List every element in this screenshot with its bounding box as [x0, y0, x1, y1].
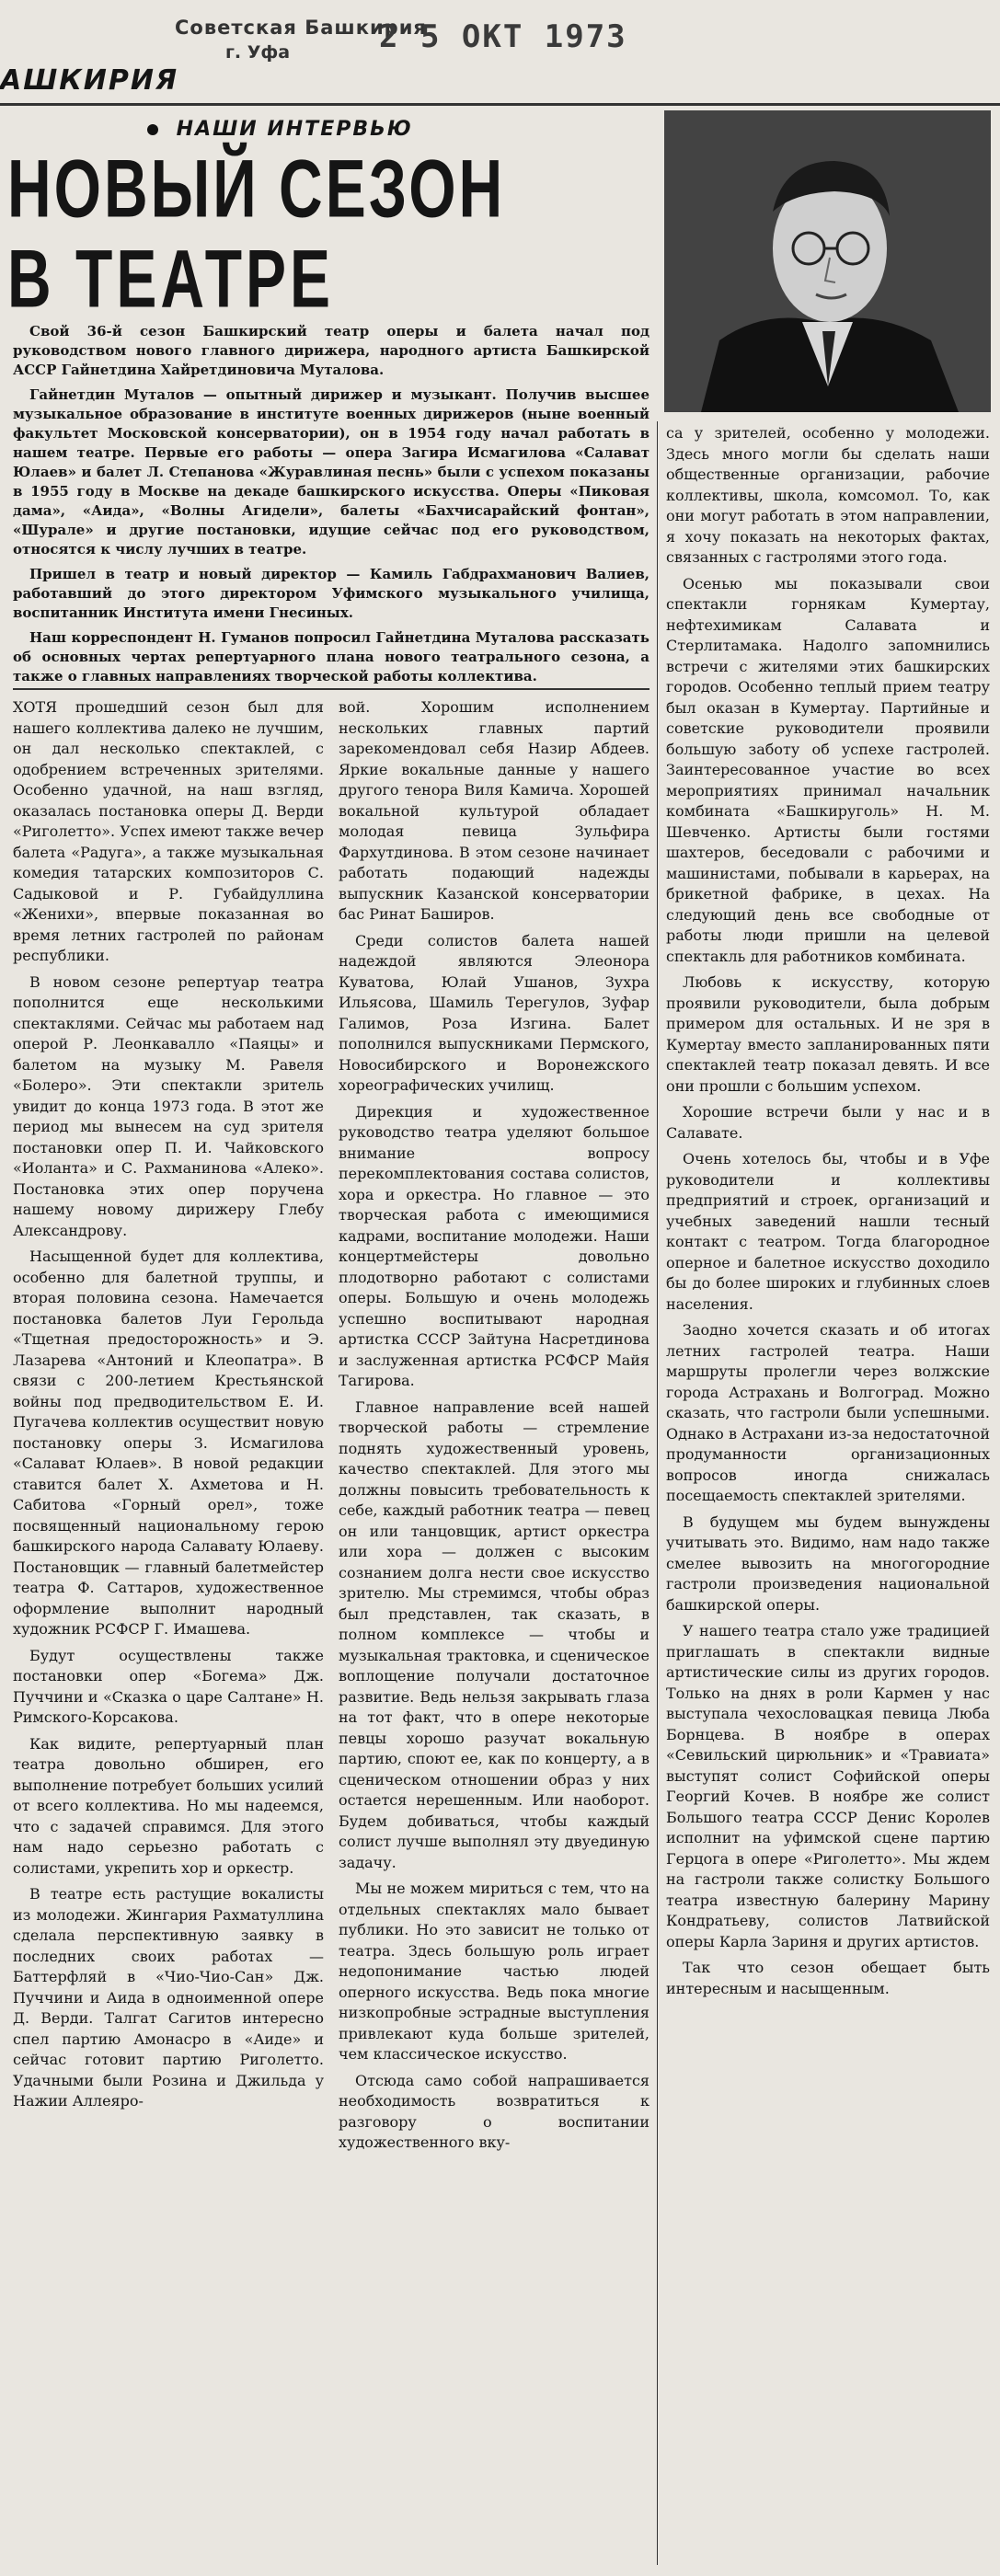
lead-rule: [13, 688, 649, 690]
article-paragraph: Так что сезон обещает быть интересным и насыщенным.: [666, 1959, 990, 1997]
article-paragraph: Осенью мы показывали свои спектакли горнякам Кумертау, нефтехимикам Салавата и Стерлитамака. Надолго запомнились встречи с жителями этих башкирских городов. Особенно теплый прием театру был оказан в Кумертау. Партийные и советские руководители проявили большую заботу об успехе гастролей. Заинтересованное участие во всех мероприятиях принимал начальник комбината «Башкируголь» Н. М. Шевченко. Артисты были гостями шахтеров, беседовали с рабочими и машинистами, побывали в карьерах, на брикетной фабрике, в цехах. На следующий день все свободные от работы люди пришли на целевой спектакль для работников комбината.: [666, 574, 990, 965]
headline-line1: НОВЫЙ СЕЗОН: [7, 142, 506, 235]
date-stamp: 2 5 ОКТ 1973: [379, 18, 627, 55]
article-paragraph: Отсюда само собой напрашивается необходимость возвратиться к разговору о воспитании художественного вку-: [339, 2071, 649, 2151]
article-paragraph: Мы не можем мириться с тем, что на отдельных спектаклях мало бывает публики. Но это зависит не только от театра. Здесь большую роль играет недопонимание частью людей оперного искусства. Ведь пока многие низкопробные эстрадные выступления привлекают куда больше зрителей, чем классическое искусство.: [339, 1880, 649, 2063]
source-stamp: Советская Башкирия: [175, 17, 427, 39]
article-paragraph: са у зрителей, особенно у молодежи. Здесь много могли бы сделать наши общественные организации, рабочие коллективы, школа, комсомол. То, как они могут работать в этом направлении, я хочу показать на некоторых фактах, связанных с гастролями этого года.: [666, 424, 990, 566]
bullet-icon: [147, 124, 158, 135]
article-paragraph: вой. Хорошим исполнением нескольких главных партий зарекомендовал себя Назир Абдеев. Яркие вокальные данные у нашего другого тенора Виля Камича. Хорошей вокальной культурой обладает молодая певица Зульфира Фархутдинова. В этом сезоне начинает работать подающий надежды выпускник Казанской консерватории бас Ринат Баширов.: [339, 698, 649, 923]
article-column-1: [13, 697, 324, 2570]
lead-paragraph: Гайнетдин Муталов — опытный дирижер и музыкант. Получив высшее музыкальное образование в институте военных дирижеров (ныне военный факультет Московской консерватории), он в 1954 году начал работать в нашем театре. Первые его работы — опера Загира Исмагилова «Салават Юлаев» и балет Л. Степанова «Журавлиная песнь» были с успехом показаны в 1955 году в Москве на декаде башкирского искусства. Оперы «Пиковая дама», «Аида», «Волны Агидели», балеты «Бахчисарайский фонтан», «Шурале» и другие постановки, идущие сейчас под его руководством, относятся к числу лучших в театре.: [13, 386, 649, 558]
portrait-drawing: [664, 110, 991, 412]
article-paragraph: Как видите, репертуарный план театра довольно обширен, его выполнение потребует больших усилий от всего коллектива. Но мы надеемся, что с задачей справимся. Для этого нам надо серьезно работать с солистами, укрепить хор и оркестр.: [13, 1734, 324, 1877]
article-paragraph: Заодно хочется сказать и об итогах летних гастролей театра. Наши маршруты пролегли через волжские города Астрахань и Волгоград. Можно сказать, что гастроли были успешными. Однако в Астрахани из-за недостаточной продуманности организационных вопросов иногда снижалась посещаемость спектаклей зрителями.: [666, 1321, 990, 1504]
lead-paragraph: Пришел в театр и новый директор — Камиль Габдрахманович Валиев, работавший до этого директором Уфимского музыкального училища, воспитанник Института имени Гнесиных.: [13, 566, 649, 621]
article-paragraph: У нашего театра стало уже традицией приглашать в спектакли видные артистические силы из других городов. Только на днях в роли Кармен у нас выступала чехословацкая певица Люба Борнцева. В ноябре в операх «Севильский цирюльник» и «Травиата» выступят солист Софийской оперы Георгий Кочев. В ноябре же солист Большого театра СССР Денис Королев исполнит на уфимской сцене партию Герцога в опере «Риголетто». Мы ждем на гастроли также солистку Большого театра известную балерину Марину Кондратьеву, солистов Латвийской оперы Карла Зариня и других артистов.: [666, 1622, 990, 1950]
article-paragraph: Любовь к искусству, которую проявили руководители, была добрым примером для остальных. И не зря в Кумертау вместо запланированных пяти спектаклей театр показал девять. И все они прошли с большим успехом.: [666, 973, 990, 1095]
article-column-3: [666, 423, 990, 2570]
article-paragraph: В будущем мы будем вынуждены учитывать это. Видимо, нам надо также смелее вывозить на многогородние гастроли произведения национальной башкирской оперы.: [666, 1512, 990, 1614]
lead-paragraph: Свой 36-й сезон Башкирский театр оперы и балета начал под руководством нового главного дирижера, народного артиста Башкирской АССР Гайнетдина Хайретдиновича Муталова.: [13, 323, 649, 378]
lead-paragraph: Наш корреспондент Н. Гуманов попросил Гайнетдина Муталова рассказать об основных чертах репертуарного плана нового театрального сезона, а также о главных направлениях творческой работы коллектива.: [13, 629, 649, 684]
article-paragraph: Хорошие встречи были у нас и в Салавате.: [666, 1103, 990, 1142]
article-paragraph: В театре есть растущие вокалисты из молодежи. Жингария Рахматуллина сделала перспективную заявку в последних своих работах — Баттерфляй в «Чио-Чио-Сан» Дж. Пуччини и Аида в одноименной опере Д. Верди. Талгат Сагитов интересно спел партию Амонасро в «Аиде» и сейчас готовит партию Риголетто. Удачными были Розина и Джильда у Нажии Аллеяро-: [13, 1885, 324, 2110]
section-rule: [0, 103, 1000, 106]
lead-block: [13, 322, 649, 685]
article-paragraph: Главное направление всей нашей творческой работы — стремление поднять художественный уровень, качество спектаклей. Для этого мы должны повысить требовательность к себе, каждый работник театра — певец он или танцовщик, артист оркестра или хора — должен с высоким сознанием долга нести свое искусство зрителю. Мы стремимся, чтобы образ был представлен, так сказать, в полном комплексе — чтобы и музыкальная трактовка, и сценическое воплощение получали достаточное развитие. Ведь нельзя закрывать глаза на тот факт, что в опере некоторые певцы хорошо разучат вокальную партию, споют ее, как по концерту, а в сценическом отношении образ у них остается нерешенным. Или наоборот. Будем добиваться, чтобы каждый солист лучше выполнял эту двуединую задачу.: [339, 1397, 649, 1871]
article-paragraph: В новом сезоне репертуар театра пополнится еще несколькими спектаклями. Сейчас мы работаем над оперой Р. Леонкавалло «Паяцы» и балетом на музыку М. Равеля «Болеро». Эти спектакли зритель увидит до конца 1973 года. В этот же период мы вынесем на суд зрителя постановки опер П. И. Чайковского «Иоланта» и С. Рахманинова «Алеко». Постановка этих опер поручена нашему новому дирижеру Глебу Александрову.: [13, 972, 324, 1239]
article-paragraph: Будут осуществлены также постановки опер «Богема» Дж. Пуччини и «Сказка о царе Салтане» Н. Римского-Корсакова.: [13, 1646, 324, 1726]
rubric: [147, 118, 413, 141]
article-paragraph: Насыщенной будет для коллектива, особенно для балетной труппы, и вторая половина сезона. Намечается постановка балетов Луи Герольда «Тщетная предосторожность» и Э. Лазарева «Антоний и Клеопатра». В связи с 200-летием Крестьянской войны под предводительством Е. И. Пугачева коллектив осуществит новую постановку оперы З. Исмагилова «Салават Юлаев». В новой редакции ставится балет Х. Ахметова и Н. Сабитова «Горный орел», тоже посвященный национальному герою башкирского народа Салавату Юлаеву. Постановщик — главный балетмейстер театра Ф. Саттаров, художественное оформление выполнит народный художник РСФСР Г. Имашева.: [13, 1248, 324, 1638]
rubric-label: НАШИ ИНТЕРВЬЮ: [176, 118, 413, 141]
article-paragraph: Среди солистов балета нашей надеждой являются Элеонора Куватова, Юлай Ушанов, Зухра Ильясова, Шамиль Терегулов, Зуфар Галимов, Роза Изгина. Балет пополнился выпускниками Пермского, Новосибирского и Воронежского хореографических училищ.: [339, 931, 649, 1094]
column-rule: [657, 421, 658, 2565]
city-stamp: г. Уфа: [225, 42, 291, 63]
article-paragraph: ХОТЯ прошедший сезон был для нашего коллектива далеко не лучшим, он дал несколько спектаклей, с одобрением встреченных зрителями. Особенно удачной, на наш взгляд, оказалась постановка оперы Д. Верди «Риголетто». Успех имеют также вечер балета «Радуга», а также музыкальная комедия татарских композиторов С. Садыковой и Р. Губайдуллина «Женихи», впервые показанная во время летних гастролей по районам республики.: [13, 698, 324, 964]
headline-line2: В ТЕАТРЕ: [7, 232, 335, 325]
article-paragraph: Дирекция и художественное руководство театра уделяют большое внимание вопросу перекомплектования состава солистов, хора и оркестра. Но главное — это творческая работа с имеющимися кадрами, воспитание молодежи. Наши концертмейстеры довольно плодотворно работают с солистами оперы. Большую и очень молодежь успешно воспитывают народная артистка СССР Зайтуна Насретдинова и заслуженная артистка РСФСР Майя Тагирова.: [339, 1102, 649, 1389]
article-column-2: [339, 697, 649, 2570]
article-paragraph: Очень хотелось бы, чтобы и в Уфе руководители и коллективы предприятий и строек, организаций и учебных заведений нашли тесный контакт с театром. Тогда благородное оперное и балетное искусство доходило бы до более широких и глубинных слоев населения.: [666, 1150, 990, 1313]
section-title: АШКИРИЯ: [0, 64, 179, 97]
portrait-photo: [664, 110, 991, 412]
